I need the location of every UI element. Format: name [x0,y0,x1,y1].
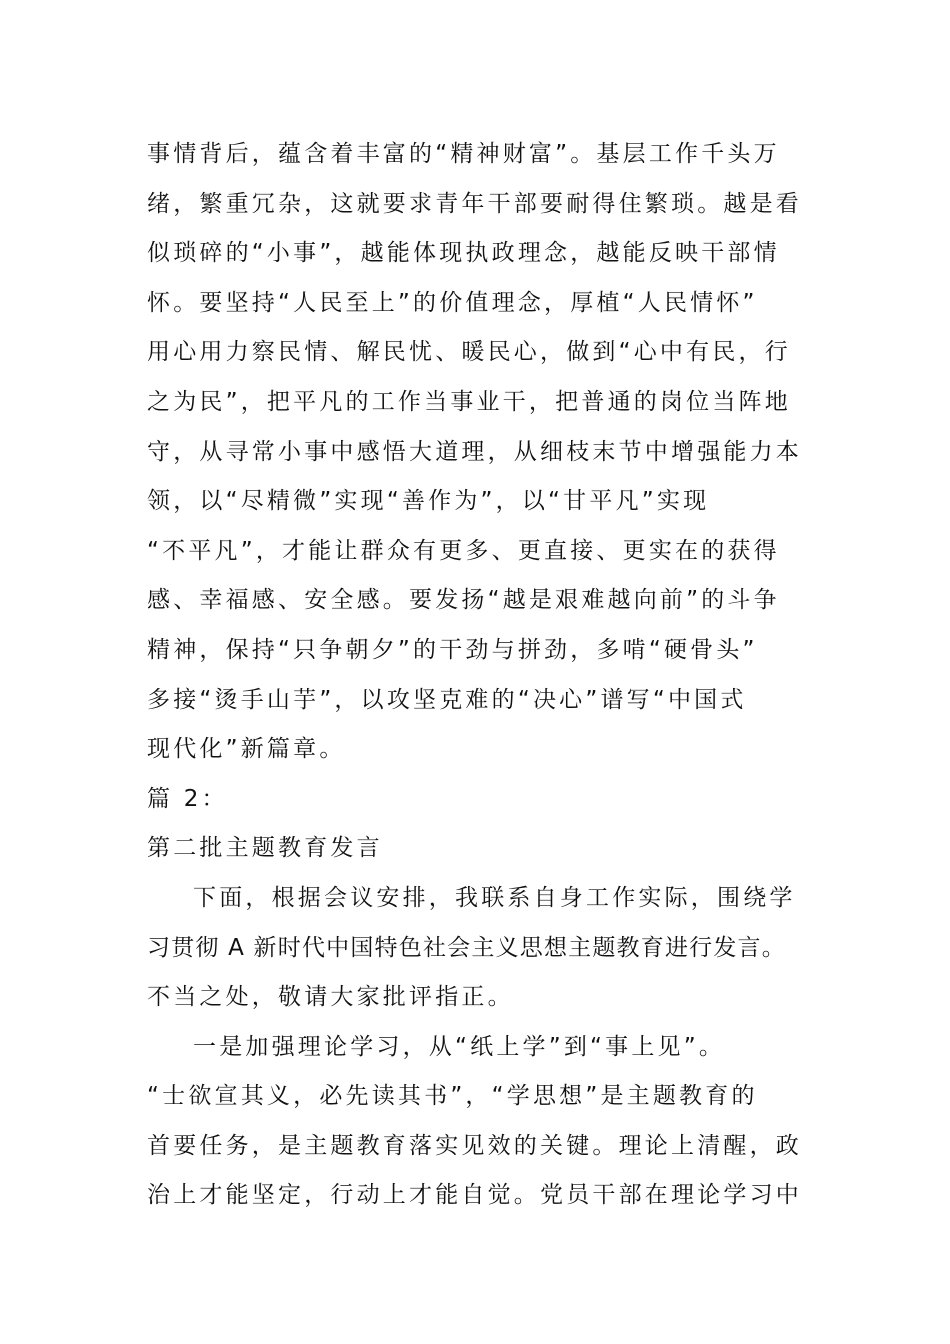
section-heading: 篇 2： [147,785,228,812]
paragraph-line-4: 怀。要坚持“人民至上”的价值理念，厚植“人民情怀” [147,289,758,316]
section-title: 第二批主题教育发言 [147,835,383,862]
paragraph-line-6: 之为民”，把平凡的工作当事业干，把普通的岗位当阵地 [147,388,791,415]
point-one-line-4: 治上才能坚定，行动上才能自觉。党员干部在理论学习中 [147,1182,802,1209]
paragraph-line-12: 多接“烫手山芋”，以攻坚克难的“决心”谱写“中国式 [147,686,747,713]
paragraph-line-2: 绪，繁重冗杂，这就要求青年干部要耐得住繁琐。越是看 [147,190,802,217]
paragraph-line-5: 用心用力察民情、解民忧、暖民心，做到“心中有民，行 [147,339,791,366]
paragraph-line-3: 似琐碎的“小事”，越能体现执政理念，越能反映干部情 [147,240,780,267]
paragraph-line-8: 领，以“尽精微”实现“善作为”，以“甘平凡”实现 [147,488,710,515]
paragraph-line-10: 感、幸福感、安全感。要发扬“越是艰难越向前”的斗争 [147,587,780,614]
paragraph-line-13: 现代化”新篇章。 [147,736,346,763]
paragraph-line-1: 事情背后，蕴含着丰富的“精神财富”。基层工作千头万 [147,141,780,167]
point-one-line-1: 一是加强理论学习，从“纸上学”到“事上见”。 [193,1033,726,1060]
paragraph-line-11: 精神，保持“只争朝夕”的干劲与拼劲，多啃“硬骨头” [147,636,758,663]
intro-line-2: 习贯彻 A 新时代中国特色社会主义思想主题教育进行发言。 [147,934,786,961]
intro-line-3: 不当之处，敬请大家批评指正。 [147,984,514,1011]
paragraph-line-7: 守，从寻常小事中感悟大道理，从细枝末节中增强能力本 [147,438,802,465]
intro-line-1: 下面，根据会议安排，我联系自身工作实际，围绕学 [193,884,796,911]
point-one-line-2: “士欲宣其义，必先读其书”，“学思想”是主题教育的 [147,1083,758,1110]
paragraph-line-9: “不平凡”，才能让群众有更多、更直接、更实在的获得 [147,537,780,564]
document-body [147,130,847,1221]
point-one-line-3: 首要任务，是主题教育落实见效的关键。理论上清醒，政 [147,1132,802,1159]
